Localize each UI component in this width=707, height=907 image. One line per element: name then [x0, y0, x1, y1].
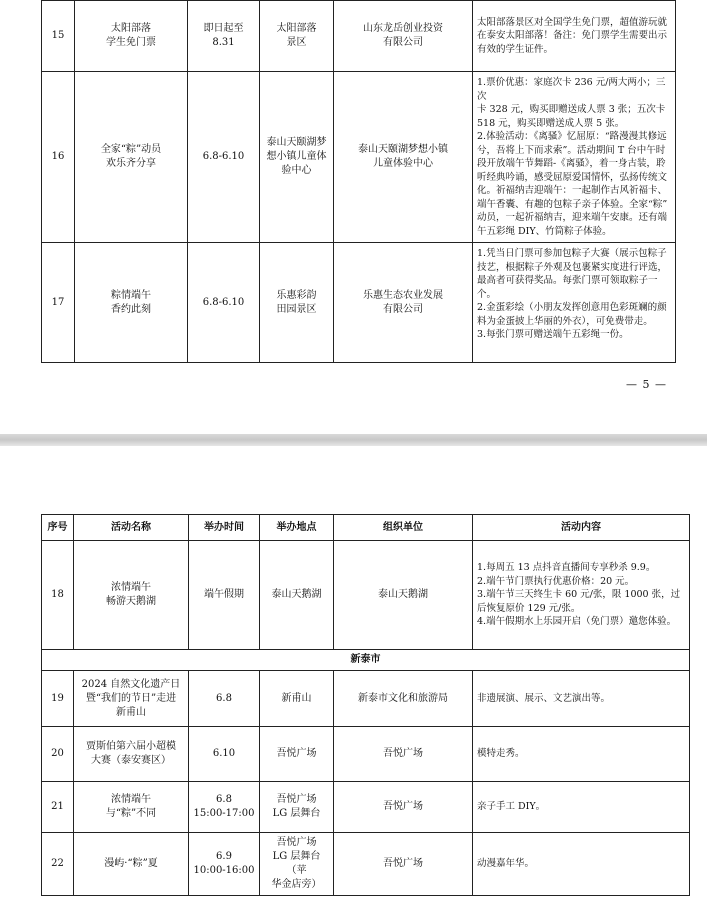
- cell-line: 新甫山: [116, 706, 146, 718]
- row-number: 18: [42, 541, 74, 650]
- activity-content: [473, 727, 690, 782]
- activity-name: [74, 727, 189, 782]
- page-separator: [0, 434, 707, 446]
- cell-line: 有限公司: [383, 303, 423, 315]
- organizer: [334, 833, 473, 896]
- header-content: 活动内容: [473, 515, 690, 541]
- table-row: [42, 541, 690, 650]
- activity-content: [473, 833, 690, 896]
- activity-name: [74, 541, 189, 650]
- cell-line: 3.每张门票可赠送端午五彩绳一份。: [477, 329, 629, 340]
- page-number: — 5 —: [626, 378, 667, 391]
- header-organizer: 组织单位: [334, 515, 473, 541]
- cell-line: 儿童体验中心: [373, 158, 433, 169]
- cell-line: 太阳部落: [111, 23, 151, 34]
- table-row: [42, 243, 676, 363]
- document-page-5: [0, 0, 707, 434]
- region-row: [42, 650, 690, 671]
- activity-content: [473, 243, 676, 363]
- cell-line: 吾悦广场: [383, 748, 423, 759]
- activity-content: [473, 72, 676, 243]
- cell-line: 畅游天鹅湖: [106, 596, 156, 607]
- cell-line: 贾斯伯第六届小超模: [86, 741, 176, 752]
- cell-line: 太阳部落景区对全国学生免门票，超值游玩就: [477, 16, 668, 28]
- cell-line: 大赛（泰安赛区）: [91, 755, 171, 766]
- activity-name: [74, 833, 189, 896]
- activities-table-bottom: [41, 514, 690, 896]
- cell-line: 模特走秀。: [477, 748, 525, 760]
- cell-line: 1.凭当日门票可参加包粽子大赛（展示包粽子: [477, 248, 667, 259]
- activity-content: [473, 1, 676, 72]
- cell-line: 2.金蛋彩绘（小朋友发挥创意用色彩斑斓的颜: [477, 302, 667, 313]
- cell-line: 卡 328 元，购买即赠送成人票 3 张；五次卡: [477, 104, 666, 115]
- cell-line: 太阳部落: [276, 23, 317, 34]
- cell-line: 化。祈福纳吉迎端午：一起制作古风祈福卡、: [477, 185, 668, 196]
- activity-content: [473, 782, 690, 833]
- cell-line: 粽情端午: [111, 289, 151, 301]
- cell-line: 6.8: [216, 794, 232, 805]
- cell-line: 欢乐齐分享: [106, 158, 156, 169]
- organizer: [334, 541, 473, 650]
- activity-time: [188, 243, 260, 363]
- cell-line: 香约此刻: [111, 303, 151, 315]
- cell-line: 8.31: [212, 37, 235, 48]
- cell-line: 后恢复原价 129 元/张。: [477, 602, 581, 614]
- cell-line: 新甫山: [281, 692, 312, 704]
- table-header-row: [42, 515, 690, 541]
- row-number: 16: [42, 72, 75, 243]
- cell-line: 518 元，购买即赠送成人票 5 张。: [477, 117, 625, 129]
- activity-name: [74, 671, 189, 727]
- header-place: 举办地点: [260, 515, 334, 541]
- cell-line: 端午香囊、有趣的包粽子亲子体验。全家“粽”: [477, 198, 668, 210]
- cell-line: 验中心: [281, 165, 312, 176]
- table-row: [42, 72, 676, 243]
- activity-time: [189, 671, 260, 727]
- organizer: [334, 727, 473, 782]
- cell-line: 乐惠彩韵: [276, 289, 317, 301]
- cell-line: 技艺，根据粽子外观及包裹紧实度进行评选，: [477, 261, 668, 273]
- cell-line: 动员，一起祈福纳吉，迎来端午安康。还有端: [477, 212, 668, 223]
- cell-line: 吾悦广场: [383, 858, 423, 869]
- cell-line: 山东龙岳创业投资: [363, 23, 443, 34]
- cell-line: 新泰市文化和旅游局: [358, 692, 448, 704]
- activity-time: [189, 833, 260, 896]
- organizer: [334, 1, 473, 72]
- activity-place: [260, 541, 334, 650]
- table-row: [42, 782, 690, 833]
- row-number: 17: [42, 243, 75, 363]
- row-number: 20: [42, 727, 74, 782]
- activities-table-top: [41, 0, 676, 363]
- cell-line: 浓情端午: [111, 582, 151, 593]
- cell-line: 6.10: [212, 748, 236, 759]
- table-row: [42, 833, 690, 896]
- activity-time: [189, 541, 260, 650]
- cell-line: 15:00-17:00: [193, 808, 255, 819]
- cell-line: 漫屿·“粽”夏: [104, 858, 158, 869]
- table-row: [42, 1, 676, 72]
- activity-place: [260, 243, 334, 363]
- activity-content: [473, 541, 690, 650]
- cell-line: 个。: [477, 288, 497, 300]
- organizer: [334, 72, 473, 243]
- cell-line: 1.每周五 13 点抖音直播间专享秒杀 9.9。: [477, 562, 656, 574]
- cell-line: 最高者可获得奖品。每张门票可领取粽子一: [477, 275, 658, 286]
- cell-line: 景区: [286, 37, 307, 48]
- cell-line: 泰山天鹅湖: [271, 589, 322, 600]
- activity-name: [74, 782, 189, 833]
- cell-line: 2.端午节门票执行优惠价格：20 元。: [477, 575, 635, 587]
- organizer: [334, 243, 473, 363]
- cell-line: 泰山天颐湖梦想小镇: [358, 144, 448, 155]
- cell-line: 想小镇儿童体: [266, 151, 327, 162]
- cell-line: 有限公司: [383, 37, 423, 48]
- cell-line: 4.端午假期水上乐园开启（免门票）邀您体验。: [477, 616, 677, 628]
- activity-place: [260, 1, 334, 72]
- document-page-6: [0, 446, 707, 907]
- activity-place: [260, 782, 334, 833]
- activity-time: [188, 72, 260, 243]
- cell-line: 6.8-6.10: [202, 296, 245, 308]
- cell-line: 兮，吾将上下而求索”。活动期间 T 台中午时: [477, 144, 666, 156]
- cell-line: 华金店旁）: [271, 879, 322, 890]
- cell-line: 段开放端午节舞蹈-《离骚》，着一身古装，聆: [477, 158, 666, 169]
- row-number: 21: [42, 782, 74, 833]
- cell-line: 浓情端午: [111, 794, 151, 805]
- cell-line: 吾悦广场: [276, 794, 317, 805]
- cell-line: LG 层舞台（苹: [272, 851, 321, 876]
- row-number: 19: [42, 671, 74, 727]
- header-activity-name: 活动名称: [74, 515, 189, 541]
- cell-line: 1.票价优惠：家庭次卡 236 元/两大两小；三次: [477, 77, 666, 102]
- cell-line: 听经典吟诵，感受屈原爱国情怀，弘扬传统文: [477, 171, 668, 183]
- organizer: [334, 671, 473, 727]
- cell-line: 泰山天颐湖梦: [266, 137, 327, 148]
- activity-place: [260, 833, 334, 896]
- cell-line: 3.端午节三天终生卡 60 元/张，限 1000 张，过: [477, 589, 681, 601]
- activity-place: [260, 671, 334, 727]
- cell-line: 乐惠生态农业发展: [363, 289, 443, 301]
- cell-line: 全家“粽”动员: [100, 144, 162, 155]
- activity-content: [473, 671, 690, 727]
- activity-name: [75, 72, 188, 243]
- cell-line: 与“粽”不同: [105, 808, 157, 819]
- cell-line: 学生免门票: [106, 37, 156, 48]
- activity-time: [189, 782, 260, 833]
- cell-line: 端午假期: [204, 589, 244, 600]
- row-number: 22: [42, 833, 74, 896]
- activity-time: [188, 1, 260, 72]
- row-number: 15: [42, 1, 75, 72]
- cell-line: 料为金蛋披上华丽的外衣），可免费带走。: [477, 315, 653, 327]
- cell-line: 吾悦广场: [276, 837, 317, 848]
- cell-line: 泰山天鹅湖: [378, 589, 428, 600]
- cell-line: 吾悦广场: [276, 748, 317, 759]
- cell-line: 6.8: [216, 692, 232, 704]
- header-time: 举办时间: [189, 515, 260, 541]
- cell-line: 6.9: [216, 851, 232, 862]
- cell-line: 亲子手工 DIY。: [477, 801, 546, 813]
- activity-place: [260, 727, 334, 782]
- activity-name: [75, 1, 188, 72]
- cell-line: 10:00-16:00: [193, 865, 255, 876]
- cell-line: 田园景区: [276, 303, 317, 315]
- activity-place: [260, 72, 334, 243]
- cell-line: 午五彩绳 DIY、竹筒粽子体验。: [477, 225, 612, 237]
- region-title: 新泰市: [42, 650, 690, 671]
- table-row: [42, 671, 690, 727]
- header-number: 序号: [42, 515, 74, 541]
- cell-line: 暨“我们的节日”走进: [85, 692, 177, 704]
- activity-time: [189, 727, 260, 782]
- table-row: [42, 727, 690, 782]
- cell-line: 动漫嘉年华。: [477, 858, 535, 870]
- cell-line: 在泰安太阳部落！备注：免门票学生需要出示: [477, 30, 668, 42]
- cell-line: 非遗展演、展示、文艺演出等。: [477, 692, 611, 704]
- cell-line: 2024 自然文化遗产日: [81, 678, 181, 690]
- cell-line: 有效的学生证件。: [477, 43, 554, 55]
- cell-line: 吾悦广场: [383, 801, 423, 812]
- cell-line: 6.8-6.10: [202, 151, 245, 162]
- activity-name: [75, 243, 188, 363]
- cell-line: 即日起至: [203, 23, 244, 34]
- cell-line: LG 层舞台: [272, 808, 321, 819]
- organizer: [334, 782, 473, 833]
- cell-line: 2.体验活动：《离骚》忆屈原：“路漫漫其修远: [477, 131, 667, 142]
